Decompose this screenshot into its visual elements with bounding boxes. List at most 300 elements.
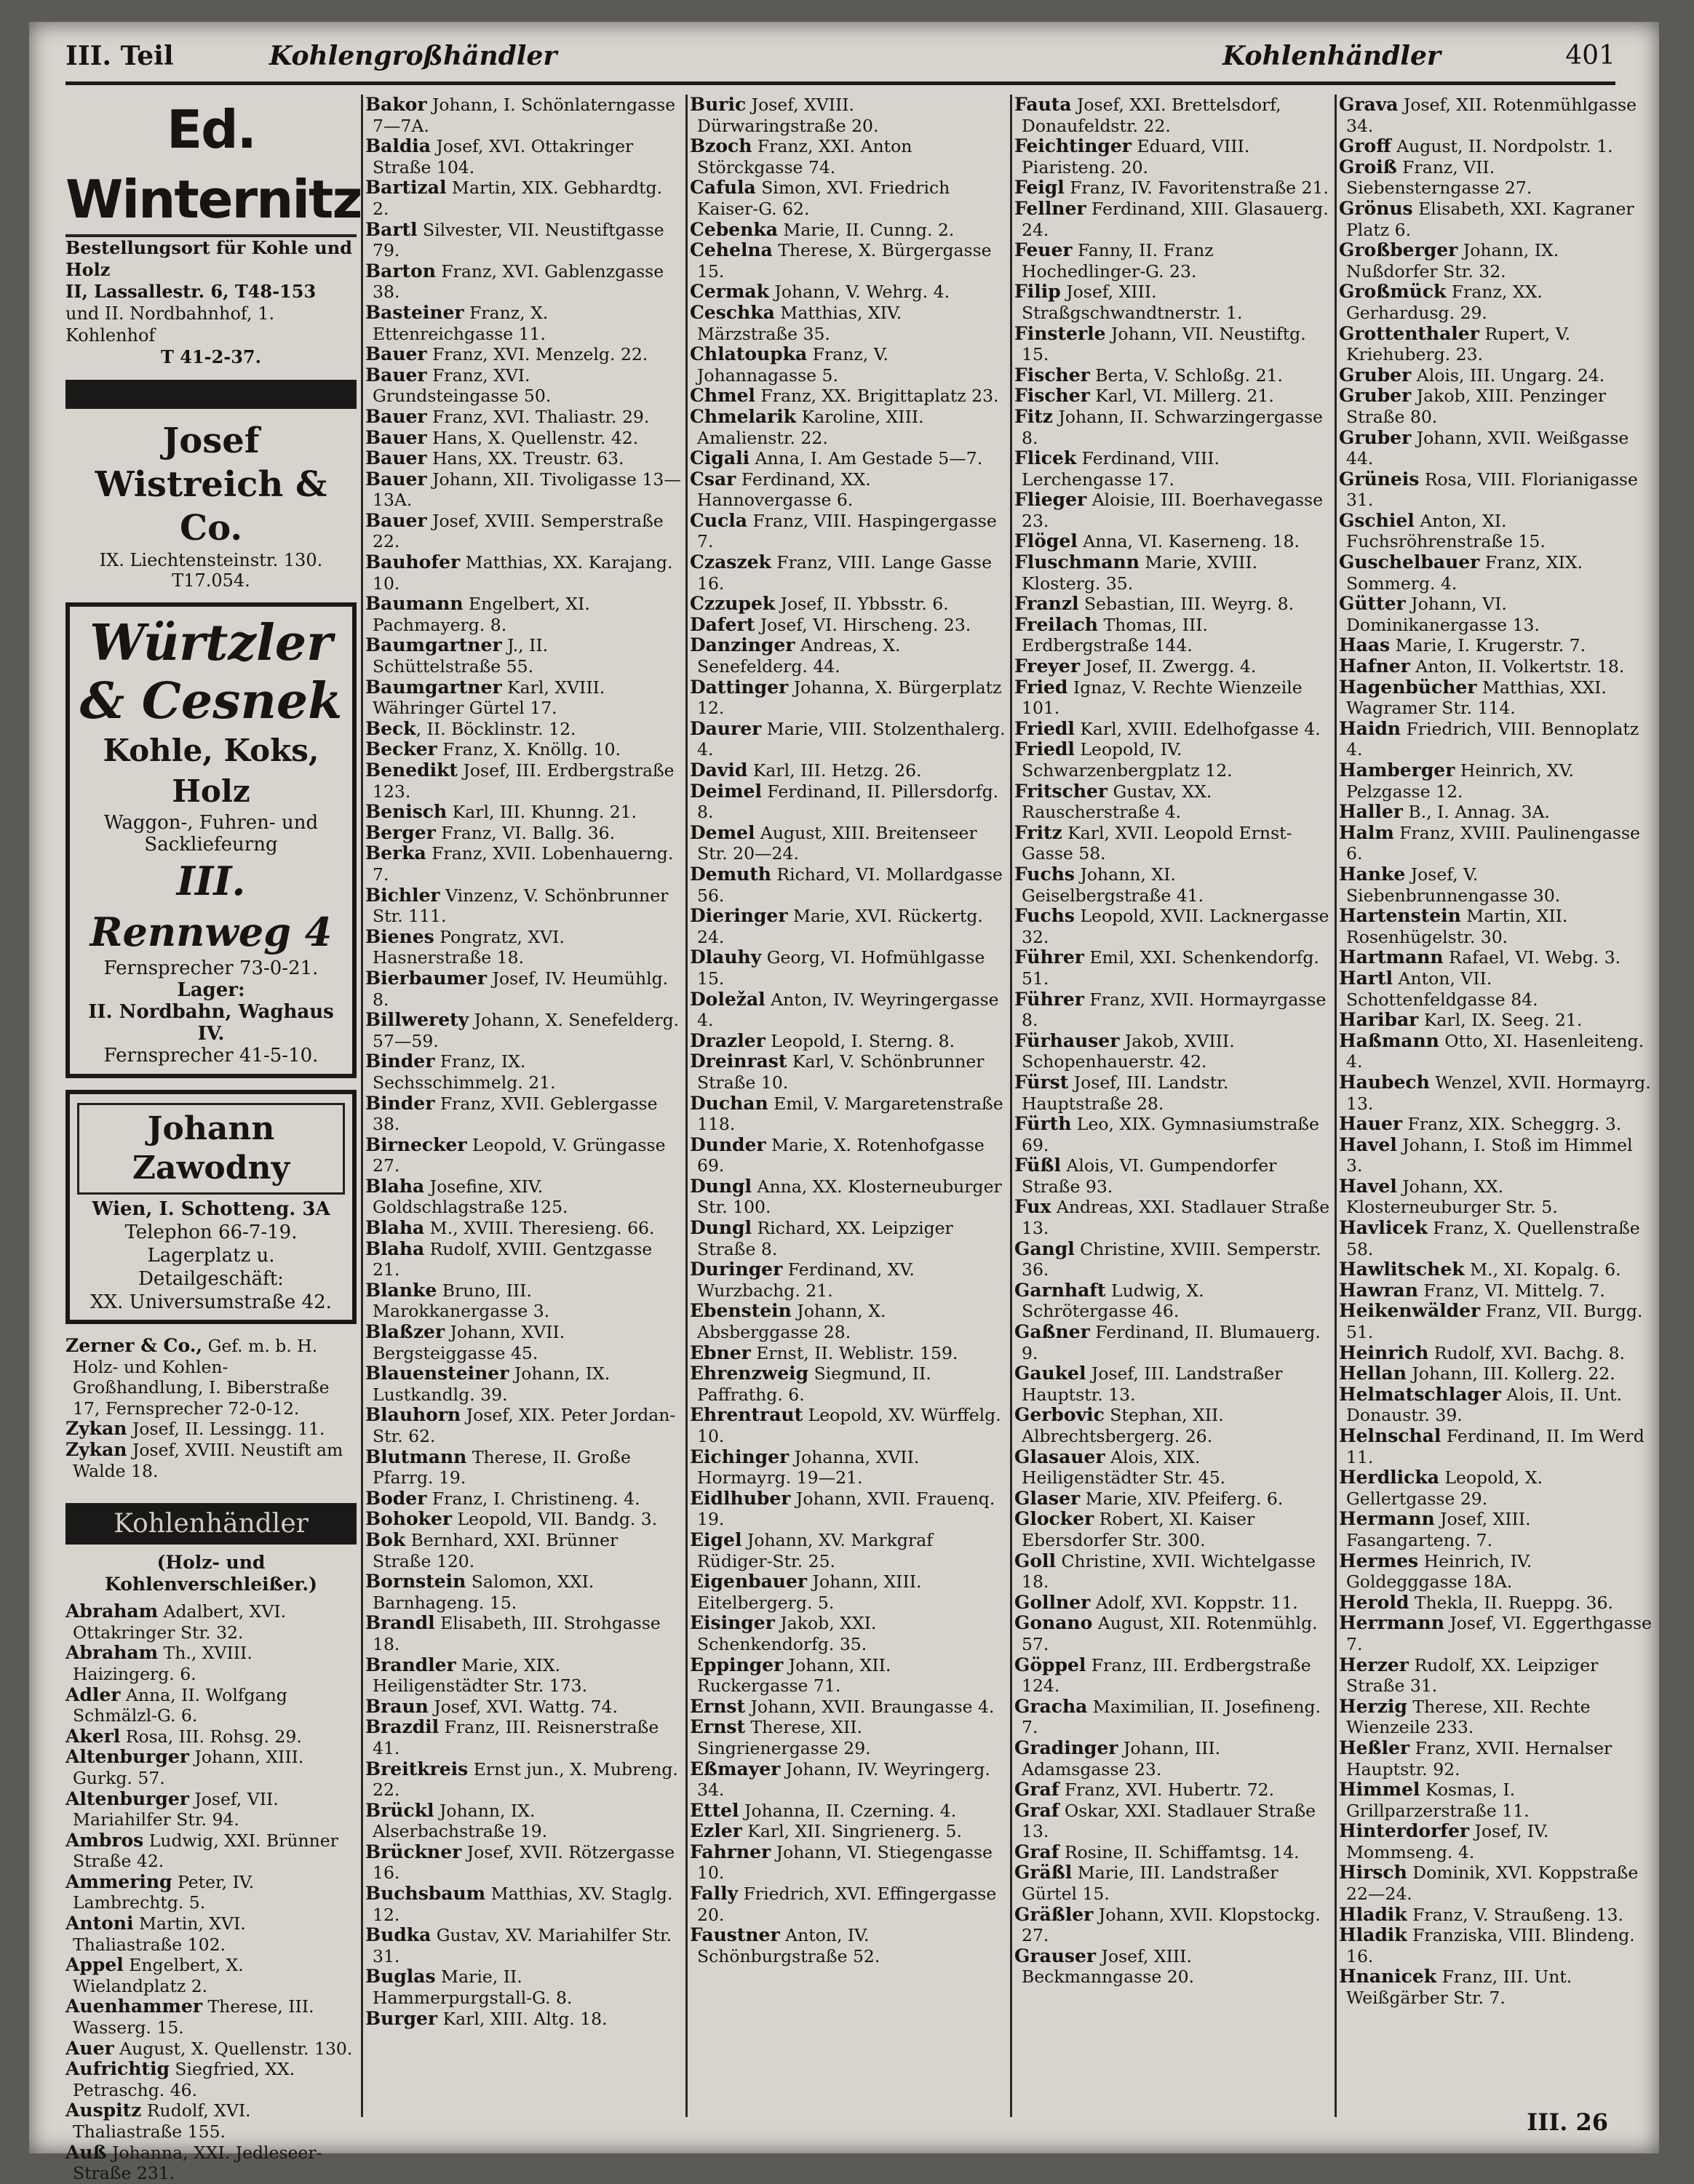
directory-entry [1339, 1010, 1652, 1031]
ad-zawodny-name: Johann Zawodny [77, 1103, 345, 1195]
entry-details: Siegfried, XX. Petraschg. 46. [73, 2059, 295, 2100]
directory-entry [1339, 1384, 1652, 1426]
directory-entry [1339, 1509, 1652, 1550]
directory-entry [1339, 1551, 1652, 1593]
directory-entry [1339, 656, 1652, 677]
entry-surname: Dungl [690, 1217, 752, 1239]
entry-surname: Berger [365, 821, 436, 843]
entry-surname: Baumgartner [365, 676, 502, 698]
directory-entry [1014, 365, 1330, 386]
directory-entry [1014, 1509, 1330, 1550]
entry-details: Franz, XVI. Thaliastr. 29. [426, 406, 650, 427]
entry-surname: Bartizal [365, 177, 447, 199]
entry-surname: Flieger [1014, 489, 1087, 511]
entry-surname: Baumgartner [365, 634, 502, 656]
entry-surname: Führer [1014, 946, 1084, 968]
directory-entry [1339, 1593, 1652, 1614]
column-rule [361, 95, 363, 2117]
entry-surname: Gräßl [1014, 1862, 1073, 1884]
directory-entry [690, 1655, 1006, 1697]
directory-entry [1339, 386, 1652, 427]
entry-surname: Duringer [690, 1259, 783, 1280]
entry-surname: Basteiner [365, 301, 464, 323]
entry-surname: Auenhammer [65, 1996, 203, 2017]
entry-details: Josef, XVI. Wattg. 74. [428, 1696, 618, 1717]
entry-surname: Bauer [365, 405, 427, 427]
ad-winternitz-line2: II, Lassallestr. 6, T48-153 [65, 281, 317, 302]
entry-surname: Buglas [365, 1966, 436, 1988]
directory-entry [690, 95, 1006, 136]
entry-details: Peter, IV. Lambrechtg. 5. [73, 1871, 255, 1913]
dealer-column-f-g [1014, 95, 1330, 2117]
directory-entry [1339, 1426, 1652, 1467]
directory-entry [690, 1135, 1006, 1176]
directory-entry [1339, 1259, 1652, 1280]
entry-details: Ernst, II. Weblistr. 159. [750, 1342, 958, 1363]
entry-surname: Bauer [365, 343, 427, 365]
entry-details: Josef, III. Landstr. Hauptstraße 28. [1022, 1072, 1229, 1114]
entry-surname: Bauer [365, 447, 427, 469]
directory-entry [1014, 448, 1330, 490]
entry-surname: Brückl [365, 1799, 434, 1821]
entry-surname: Hawlitschek [1339, 1259, 1465, 1280]
entry-details: Josef, XVIII. Semperstraße 22. [373, 510, 664, 552]
entry-details: Johann, IX. Alserbachstraße 19. [373, 1800, 548, 1842]
entry-details: Josef, XIII. Straßgschwandtnerstr. 1. [1022, 282, 1243, 323]
entry-surname: Heinrich [1339, 1342, 1429, 1363]
entry-details: Richard, VI. Mollardgasse 56. [697, 864, 1003, 906]
entry-surname: Bauer [365, 468, 427, 490]
directory-entry [365, 1093, 681, 1135]
directory-entry [1014, 947, 1330, 989]
entry-details: Matthias, XXI. Wagramer Str. 114. [1346, 677, 1607, 719]
directory-entry [1339, 719, 1652, 760]
directory-entry [690, 407, 1006, 448]
entry-surname: Abraham [65, 1642, 159, 1664]
entry-details: Johann, X. Senefelderg. 57—59. [373, 1010, 680, 1051]
directory-entry [690, 1821, 1006, 1842]
entry-surname: Graf [1014, 1779, 1059, 1801]
entry-surname: Czzupek [690, 593, 776, 615]
entry-details: Josef, XIII. Fasangarteng. 7. [1346, 1509, 1531, 1550]
entry-surname: Graf [1014, 1841, 1059, 1862]
dealer-column-c-f [690, 95, 1006, 2117]
entry-details: Ernst jun., X. Mubreng. 22. [373, 1758, 678, 1801]
entry-surname: Fischer [1014, 385, 1090, 407]
directory-entry [365, 1176, 681, 1218]
directory-entry [365, 760, 681, 802]
section-subtitle: (Holz- und Kohlenverschleißer.) [105, 1552, 317, 1595]
entry-surname: Bok [365, 1529, 406, 1550]
directory-entry [65, 1913, 357, 1955]
directory-entry [365, 469, 681, 511]
entry-surname: Großmück [1339, 281, 1447, 303]
directory-entry [365, 1966, 681, 2008]
directory-entry [365, 1530, 681, 1571]
entry-surname: Füßl [1014, 1155, 1061, 1176]
entry-details: Franz, III. Reisnerstraße 41. [373, 1717, 659, 1758]
entry-details: Martin, XIX. Gebhardtg. 2. [373, 178, 663, 219]
entry-surname: Blaha [365, 1175, 425, 1197]
entry-surname: Dunder [690, 1133, 766, 1155]
entry-details: Leopold, IV. Schwarzenbergplatz 12. [1022, 739, 1233, 781]
entry-details: Emil, V. Margaretenstraße 118. [697, 1093, 1003, 1135]
entry-details: Franz, X. Knöllg. 10. [437, 739, 621, 760]
entry-surname: Gonano [1014, 1612, 1093, 1634]
entry-surname: Gollner [1014, 1591, 1091, 1613]
entry-surname: Graf [1014, 1799, 1059, 1821]
entry-details: Franz, XVI. Grundsteingasse 50. [373, 364, 552, 407]
entry-details: Rosa, VIII. Florianigasse 31. [1346, 469, 1638, 511]
entry-details: Ferdinand, XV. Wurzbachg. 21. [697, 1259, 915, 1301]
entry-details: Berta, V. Schloßg. 21. [1089, 364, 1283, 386]
entry-details: Jakob, XXI. Schenkendorfg. 35. [697, 1613, 877, 1654]
directory-entry [1014, 1155, 1330, 1197]
ad-winternitz-name: Ed. Winternitz [65, 95, 357, 237]
entry-details: Ferdinand, II. Pillersdorfg. 8. [697, 781, 999, 823]
entry-details: Anton, IV. Weyringergasse 4. [697, 989, 999, 1031]
directory-entry [365, 1239, 681, 1280]
entry-surname: Fischer [1014, 364, 1090, 386]
entry-surname: Czaszek [690, 551, 771, 573]
entry-surname: Chmel [690, 385, 755, 407]
directory-entry [1014, 1842, 1330, 1863]
entry-surname: Friedl [1014, 738, 1075, 760]
ad-winternitz-line1: Bestellungsort für Kohle und Holz [65, 237, 352, 280]
entry-details: Josef, XVII. Rötzergasse 16. [373, 1841, 675, 1884]
entry-surname: Hermes [1339, 1550, 1419, 1571]
directory-entry [1014, 1031, 1330, 1072]
directory-entry [1014, 1801, 1330, 1842]
entry-details: Robert, XI. Kaiser Ebersdorfer Str. 300. [1022, 1509, 1255, 1550]
entry-details: Johann, XII. Tivoligasse 13—13A. [373, 469, 681, 511]
page-header [65, 31, 1615, 85]
directory-entry [365, 1322, 681, 1363]
entry-details: Franziska, VIII. Blindeng. 16. [1346, 1925, 1635, 1966]
entry-surname: Binder [365, 1051, 435, 1072]
entry-surname: Fried [1014, 676, 1068, 698]
directory-entry [365, 1010, 681, 1051]
entry-surname: Barton [365, 260, 436, 282]
entry-details: Jakob, XVIII. Schopenhauerstr. 42. [1022, 1030, 1235, 1072]
entry-surname: Grava [1339, 94, 1399, 115]
entry-details: Johann, VII. Neustiftg. 15. [1022, 323, 1306, 365]
entry-surname: Brandl [365, 1612, 435, 1634]
directory-entry [1339, 1780, 1652, 1821]
directory-entry [1339, 136, 1652, 157]
entry-details: Simon, XVI. Friedrich Kaiser-G. 62. [697, 178, 950, 219]
directory-entry [365, 1509, 681, 1530]
directory-entry [365, 1571, 681, 1613]
entry-details: Johann, XIII. Gurkg. 57. [73, 1747, 304, 1788]
entry-details: Ferdinand, II. Im Werd 11. [1346, 1426, 1645, 1467]
entry-surname: Feigl [1014, 177, 1065, 199]
entry-details: Marie, II. Hammerpurgstall-G. 8. [373, 1966, 573, 2009]
entry-surname: Appel [65, 1954, 124, 1976]
header-part-label: III. Teil [65, 41, 174, 71]
entry-surname: Eßmayer [690, 1758, 781, 1780]
directory-entry [1339, 1031, 1652, 1072]
entry-surname: Bohoker [365, 1508, 453, 1530]
directory-entry [690, 386, 1006, 407]
column-rule [1010, 95, 1012, 2117]
entry-surname: Ambros [65, 1829, 144, 1851]
directory-entry [690, 552, 1006, 594]
entry-surname: Finsterle [1014, 322, 1106, 344]
entry-details: Franz, VIII. Lange Gasse 16. [697, 552, 993, 594]
entry-details: Karl, III. Hetzg. 26. [747, 760, 922, 781]
entry-details: Josef, XVIII. Neustift am Walde 18. [73, 1439, 343, 1481]
directory-page [29, 22, 1659, 2184]
entry-surname: Hladik [1339, 1924, 1407, 1946]
directory-entry [1014, 199, 1330, 240]
directory-entry [65, 2038, 357, 2060]
entry-details: Th., XVIII. Haizingerg. 6. [73, 1643, 252, 1684]
entry-surname: Boder [365, 1487, 427, 1509]
directory-entry [690, 1884, 1006, 1925]
directory-entry [690, 448, 1006, 469]
entry-details: Franz, XVII. Lobenhauerng. 7. [373, 843, 674, 885]
directory-entry [690, 1093, 1006, 1135]
directory-entry [1014, 1697, 1330, 1738]
entry-surname: Zykan [65, 1438, 127, 1460]
entry-surname: Zerner & Co., [65, 1335, 203, 1356]
entry-details: Josef, II. Lessingg. 11. [127, 1419, 325, 1440]
entry-details: Marie, II. Cunng. 2. [777, 219, 955, 240]
directory-entry [1339, 365, 1652, 386]
entry-details: Franz, VII. Siebensterngasse 27. [1346, 156, 1532, 199]
directory-entry [1339, 1738, 1652, 1780]
entry-surname: Ernst [690, 1695, 746, 1717]
directory-entry [1339, 1301, 1652, 1342]
entry-details: Thomas, III. Erdbergstraße 144. [1022, 614, 1209, 656]
directory-entry [365, 1488, 681, 1510]
entry-details: B., I. Annag. 3A. [1402, 802, 1550, 823]
directory-entry [1014, 136, 1330, 178]
directory-entry [690, 1447, 1006, 1488]
directory-entry [365, 1925, 681, 1966]
entry-surname: Herzig [1339, 1695, 1407, 1717]
entry-details: Franz, VI. Ballg. 36. [435, 822, 616, 843]
entry-details: Adalbert, XVI. Ottakringer Str. 32. [73, 1601, 287, 1643]
entry-details: Thekla, II. Rueppg. 36. [1409, 1592, 1613, 1613]
entry-details: Salomon, XXI. Barnhageng. 15. [373, 1571, 595, 1613]
directory-entry [1339, 635, 1652, 656]
entry-surname: Hartenstein [1339, 905, 1461, 927]
entry-details: Franz, XVI. Menzelg. 22. [426, 344, 648, 365]
entry-details: Georg, VI. Hofmühlgasse 15. [697, 947, 985, 989]
entry-surname: Fluschmann [1014, 551, 1140, 573]
entry-details: Karl, XVIII. Edelhofgasse 4. [1074, 718, 1321, 739]
entry-details: Leopold, V. Grüngasse 27. [373, 1134, 666, 1176]
entry-surname: Haubech [1339, 1071, 1430, 1093]
entry-details: Elisabeth, XXI. Kagraner Platz 6. [1346, 198, 1634, 240]
entry-surname: Altenburger [65, 1788, 189, 1809]
entry-details: Pongratz, XVI. Hasnerstraße 18. [373, 926, 565, 968]
directory-entry [1339, 1821, 1652, 1862]
entry-details: Engelbert, XI. Pachmayerg. 8. [373, 594, 590, 635]
entry-details: Anton, IV. Schönburgstraße 52. [697, 1925, 880, 1966]
entry-details: Johann, III. Adamsgasse 23. [1022, 1737, 1221, 1780]
entry-surname: Filip [1014, 281, 1061, 303]
directory-entry [1339, 1280, 1652, 1302]
entry-details: Franz, IV. Favoritenstraße 21. [1064, 178, 1329, 199]
entry-details: August, XIII. Breitenseer Str. 20—24. [697, 822, 977, 864]
entry-surname: Eppinger [690, 1654, 784, 1675]
directory-entry [365, 1717, 681, 1758]
entry-surname: Ehrenzweig [690, 1363, 809, 1384]
directory-entry [1339, 823, 1652, 864]
directory-entry [1339, 594, 1652, 635]
directory-entry [690, 240, 1006, 282]
directory-entry [1339, 240, 1652, 282]
entry-details: Andreas, X. Senefelderg. 44. [697, 635, 901, 677]
entry-surname: Fürhauser [1014, 1029, 1120, 1051]
entry-details: Therese, III. Wasserg. 15. [73, 1996, 314, 2038]
directory-entry [1014, 1488, 1330, 1510]
entry-surname: Demel [690, 821, 755, 843]
entry-surname: Goll [1014, 1550, 1057, 1571]
directory-entry [690, 864, 1006, 906]
entry-surname: Hagenbücher [1339, 676, 1477, 698]
entry-surname: Csar [690, 468, 736, 490]
entry-surname: Daurer [690, 717, 762, 739]
entry-surname: Flögel [1014, 530, 1078, 552]
entry-surname: Gradinger [1014, 1737, 1118, 1758]
entry-surname: Ebenstein [690, 1300, 792, 1322]
entry-surname: Bichler [365, 884, 440, 906]
directory-entry [365, 843, 681, 885]
directory-entry [690, 469, 1006, 511]
entry-details: Anton, VII. Schottenfeldgasse 84. [1346, 968, 1538, 1010]
entry-details: Alois, III. Ungarg. 24. [1411, 364, 1605, 386]
entry-surname: Ammering [65, 1870, 172, 1892]
entry-details: Anna, XX. Klosterneuburger Str. 100. [697, 1176, 1002, 1218]
entry-details: Johann, X. Absberggasse 28. [697, 1301, 886, 1343]
directory-entry [690, 1801, 1006, 1822]
entry-details: Franz, XX. Brigittaplatz 23. [755, 386, 999, 407]
entry-details: Franz, X. Quellenstraße 58. [1346, 1218, 1640, 1259]
entry-details: Franz, XX. Gerhardusg. 29. [1346, 282, 1543, 323]
entry-details: Jakob, XIII. Penzinger Straße 80. [1346, 386, 1607, 427]
directory-entry [1014, 781, 1330, 823]
entry-details: Gef. m. b. H. Holz- und Kohlen-Großhandlung, I. Biberstraße 17, Fernsprecher 72-0-12. [73, 1336, 330, 1419]
entry-details: Johann, II. Schwarzingergasse 8. [1022, 406, 1323, 448]
entry-surname: Gaßner [1014, 1321, 1090, 1343]
directory-entry [1014, 1655, 1330, 1697]
directory-entry [365, 178, 681, 219]
entry-surname: Ebner [690, 1342, 751, 1363]
entry-details: Aloisie, III. Boerhavegasse 23. [1022, 490, 1324, 531]
entry-surname: Hartl [1339, 967, 1393, 989]
dealer-column-g-h [1339, 95, 1652, 2117]
directory-entry [690, 1405, 1006, 1446]
ad-wurtzler-line4: Fernsprecher 73-0-21. [103, 957, 319, 979]
entry-surname: Buric [690, 94, 747, 115]
dealer-list-a [65, 1601, 357, 2184]
directory-entry [365, 968, 681, 1010]
entry-details: Rupert, V. Kriehuberg. 23. [1346, 323, 1571, 365]
directory-entry [365, 511, 681, 552]
entry-details: Maximilian, II. Josefineng. 7. [1022, 1696, 1321, 1738]
entry-details: M., XVIII. Theresieng. 66. [424, 1218, 655, 1239]
entry-surname: Braun [365, 1695, 429, 1717]
ad-column [65, 95, 362, 2184]
directory-entry [1014, 1114, 1330, 1155]
entry-details: Josef, XIX. Peter Jordan-Str. 62. [373, 1405, 676, 1446]
entry-details: Johann, XI. Geiselbergstraße 41. [1022, 864, 1204, 906]
entry-details: Franz, XVI. Gablenzgasse 38. [373, 260, 664, 303]
directory-entry [690, 1697, 1006, 1718]
directory-entry [1339, 428, 1652, 469]
directory-entry [1014, 1363, 1330, 1405]
entry-details: Johanna, X. Bürgerplatz 12. [697, 677, 1002, 719]
directory-entry [1339, 1176, 1652, 1218]
entry-details: Johann, XII. Ruckergasse 71. [697, 1654, 891, 1697]
directory-entry [1339, 511, 1652, 552]
entry-details: Heinrich, IV. Goldegggasse 18A. [1346, 1550, 1532, 1593]
entry-details: Gustav, XV. Mariahilfer Str. 31. [373, 1925, 672, 1966]
dealer-column-b [365, 95, 681, 2117]
directory-entry [1014, 552, 1330, 594]
entry-details: Oskar, XXI. Stadlauer Straße 13. [1022, 1800, 1316, 1842]
entry-surname: Eigel [690, 1529, 742, 1550]
entry-surname: Herzer [1339, 1654, 1409, 1675]
entry-surname: Ehrentraut [690, 1404, 803, 1426]
directory-entry [365, 552, 681, 594]
directory-entry [1339, 1363, 1652, 1384]
directory-entry [65, 1419, 357, 1440]
entry-details: Marie, XVI. Rückertg. 24. [697, 906, 983, 947]
entry-details: Josef, XXI. Brettelsdorf, Donaufeldstr. 22. [1022, 95, 1281, 136]
entry-details: Christine, XVIII. Semperstr. 36. [1022, 1238, 1321, 1280]
entry-surname: Göppel [1014, 1654, 1086, 1675]
entry-details: Ignaz, V. Rechte Wienzeile 101. [1022, 677, 1303, 719]
entry-surname: Dafert [690, 613, 755, 635]
entry-surname: Hermann [1339, 1508, 1435, 1530]
directory-entry [1339, 199, 1652, 240]
entry-surname: Führer [1014, 988, 1084, 1010]
entry-surname: Hinterdorfer [1339, 1820, 1470, 1842]
directory-entry [65, 2143, 357, 2184]
entry-details: Johann, XVII. Klopstockg. 27. [1022, 1904, 1321, 1946]
entry-surname: Eichinger [690, 1446, 790, 1467]
entry-surname: Hawran [1339, 1279, 1418, 1301]
entry-surname: Glasauer [1014, 1446, 1105, 1467]
entry-details: Franz, XXI. Anton Störckgasse 74. [697, 136, 912, 178]
ad-zawodny-line2: Telephon 66-7-19. [124, 1221, 298, 1243]
entry-details: Stephan, XII. Albrechtsbergerg. 26. [1022, 1405, 1224, 1446]
directory-entry [1339, 1905, 1652, 1926]
entry-details: Johann, I. Schönlaterngasse 7—7A. [373, 95, 676, 136]
entry-surname: Bornstein [365, 1571, 466, 1593]
entry-details: Leopold, I. Sterng. 8. [765, 1030, 955, 1051]
entry-details: Marie, X. Rotenhofgasse 69. [697, 1134, 985, 1176]
entry-details: Karl, VI. Millerg. 21. [1089, 386, 1274, 407]
entry-surname: Doležal [690, 988, 766, 1010]
directory-entry [690, 1530, 1006, 1571]
entry-surname: Fitz [1014, 405, 1053, 427]
directory-entry [1339, 1862, 1652, 1904]
entry-details: Wenzel, XVII. Hormayrg. 13. [1346, 1072, 1651, 1114]
entry-surname: Brückner [365, 1841, 462, 1862]
entry-details: Vinzenz, V. Schönbrunner Str. 111. [373, 885, 669, 927]
entry-details: Heinrich, XV. Pelzgasse 12. [1346, 760, 1574, 802]
entry-surname: Dlauhy [690, 946, 762, 968]
entry-details: Franz, XVI. Hubertr. 72. [1059, 1780, 1275, 1801]
ad-zawodny-line1: Wien, I. Schotteng. 3A [92, 1198, 330, 1220]
ad-wurtzler-line6: II. Nordbahn, Waghaus IV. [88, 1001, 334, 1045]
